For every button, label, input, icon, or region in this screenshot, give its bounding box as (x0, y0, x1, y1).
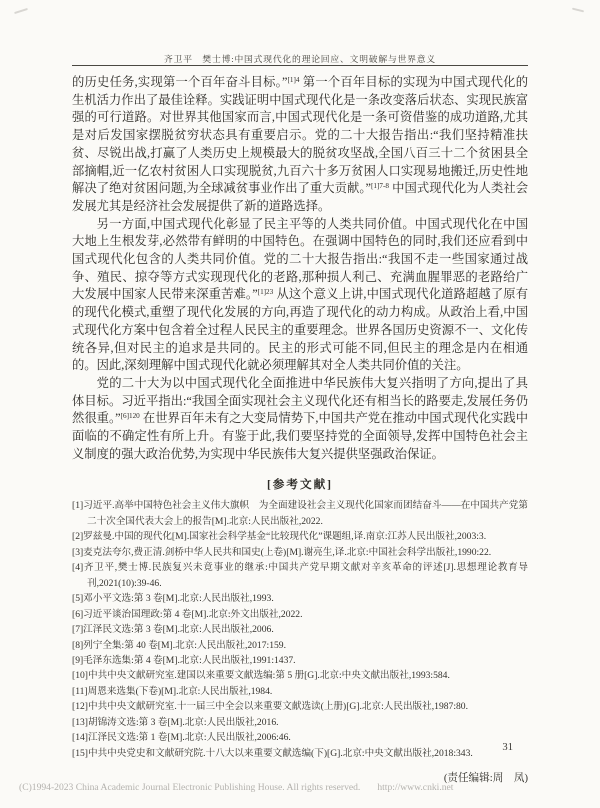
references-list (72, 498, 528, 761)
reference-item: [15]中共中央党史和文献研究院.十八大以来重要文献选编(下)[G].北京:中央文献出版社,2018:343. (72, 747, 473, 759)
references-heading: [参考文献] (266, 478, 334, 492)
paragraph-text: 党的二十大为以中国式现代化全面推进中华民族伟大复兴指明了方向,提出了具体目标。习近平指出:“我国全面实现社会主义现代化还有相当长的路要走,发展任务仍然很重。” (72, 375, 528, 426)
scan-footer (19, 782, 579, 793)
page-number: 31 (502, 742, 513, 753)
scan-artifact (572, 8, 584, 13)
paragraph-text: 另一方面,中国式现代化彰显了民主平等的人类共同价值。中国式现代化在中国大地上生根发芽,必然带有鲜明的中国特色。在强调中国特色的同时,我们还应看到中国式现代化包含的人类共同价值。党的二十大报告指出:“我国不走一些国家通过战争、殖民、掠夺等方式实现现代化的老路,那种损人利己、充满血腥罪恶的老路给广大发展中国家人民带来深重苦难。” (72, 216, 528, 302)
cnki-url: http://www.cnki.net (377, 782, 454, 793)
citation-superscript: [1]4 (287, 76, 300, 84)
reference-item: [6]习近平谈治国理政:第 4 卷[M].北京:外文出版社,2022. (72, 608, 303, 620)
paragraph-text: 的历史任务,实现第一个百年奋斗目标。” (72, 75, 288, 89)
body-paragraph (72, 216, 528, 375)
paragraph-text: 从这个意义上讲,中国式现代化道路超越了原有的现代化模式,重塑了现代化发展的方向,再造了现代化的动力构成。从政治上看,中国式现代化方案中包含着全过程人民民主的重要理念。世界各国历史资源不一、文化传统各异,但对民主的追求是共同的。民主的形式可能不同,但民主的理念是内在相通的。因此,深刻理解中国式现代化就必须理解其对全人类共同价值的关注。 (72, 287, 528, 373)
scan-artifact (14, 8, 28, 14)
body-text (72, 74, 528, 463)
running-header: 齐卫平 樊士博:中国式现代化的理论回应、文明破解与世界意义 (164, 54, 436, 64)
reference-item: [12]中共中央文献研究室.十一届三中全会以来重要文献选读(上册)[G].北京:人民出版社,1987:80. (72, 701, 468, 713)
reference-item: [14]江泽民文选:第 1 卷[M].北京:人民出版社,2006:46. (72, 732, 291, 744)
reference-item: [8]列宁全集:第 40 卷[M].北京:人民出版社,2017:159. (72, 639, 286, 651)
reference-item: [2]罗兹曼.中国的现代化[M].国家社会科学基金“比较现代化”课题组,译.南京:江苏人民出版社,2003:3. (72, 531, 487, 543)
reference-item: [9]毛泽东选集:第 4 卷[M].北京:人民出版社,1991:1437. (72, 655, 296, 666)
body-paragraph (72, 74, 528, 216)
reference-item: [7]江泽民文选:第 3 卷[M].北京:人民出版社,2006. (72, 624, 274, 636)
reference-item: [3]麦克法夸尔,费正清.剑桥中华人民共和国史(上卷)[M].谢亮生,译.北京:中国社会科学出版社,1990:22. (72, 546, 492, 558)
copyright-text: (C)1994-2023 China Academic Journal Electronic Publishing House. All rights reserved. (19, 782, 361, 793)
reference-item: [11]周恩来选集(下卷)[M].北京:人民出版社,1984. (72, 685, 273, 697)
paragraph-text: 中国式现代化为人类社会发展尤其是经济社会发展提供了新的道路选择。 (72, 181, 529, 213)
reference-item: [5]邓小平文选:第 3 卷[M].北京:人民出版社,1993. (72, 593, 274, 605)
citation-superscript: [6]120 (120, 412, 140, 421)
page-content (72, 74, 528, 785)
paragraph-text: 在世界百年未有之大变局情势下,中国共产党在推动中国式现代化实践中面临的不确定性有所上升。有鉴于此,我们要坚持党的全面领导,发挥中国特色社会主义制度的强大政治优势,为实现中华民族伟大复兴提供坚强政治保证。 (72, 411, 528, 461)
citation-superscript: [1]7-8 (371, 182, 389, 191)
paragraph-text: 第一个百年目标的实现为中国式现代化的生机活力作出了最佳诠释。实践证明中国式现代化是一条改变落后状态、实现民族富强的可行道路。对世界其他国家而言,中国式现代化是一条可资借鉴的成功道路,尤其是对后发国家摆脱贫穷状态具有重要启示。党的二十大报告指出:“我们坚持精准扶贫、尽锐出战,打赢了人类历史上规模最大的脱贫攻坚战,全国八百三十二个贫困县全部摘帽,近一亿农村贫困人口实现脱贫,九百六十多万贫困人口实现易地搬迁,历史性地解决了绝对贫困问题,为全球减贫事业作出了重大贡献。” (72, 75, 528, 196)
reference-item: [4]齐卫平,樊士博.民族复兴未竟事业的继承:中国共产党早期文献对辛亥革命的评述[J].思想理论教育导刊,2021(10):39-46. (72, 562, 528, 589)
editor-note: (责任编辑:周 凤) (443, 773, 528, 785)
reference-item: [13]胡锦涛文选:第 3 卷[M].北京:人民出版社,2016. (72, 716, 279, 728)
body-paragraph (72, 375, 528, 464)
header-rule (72, 65, 528, 66)
reference-item: [1]习近平.高举中国特色社会主义伟大旗帜 为全面建设社会主义现代化国家而团结奋斗——在中国共产党第二十次全国代表大会上的报告[M].北京:人民出版社,2022. (72, 500, 528, 527)
reference-item: [10]中共中央文献研究室.建国以来重要文献选编:第 5 册[G].北京:中央文献出版社,1993:584. (72, 670, 450, 682)
citation-superscript: [1]23 (257, 288, 274, 297)
